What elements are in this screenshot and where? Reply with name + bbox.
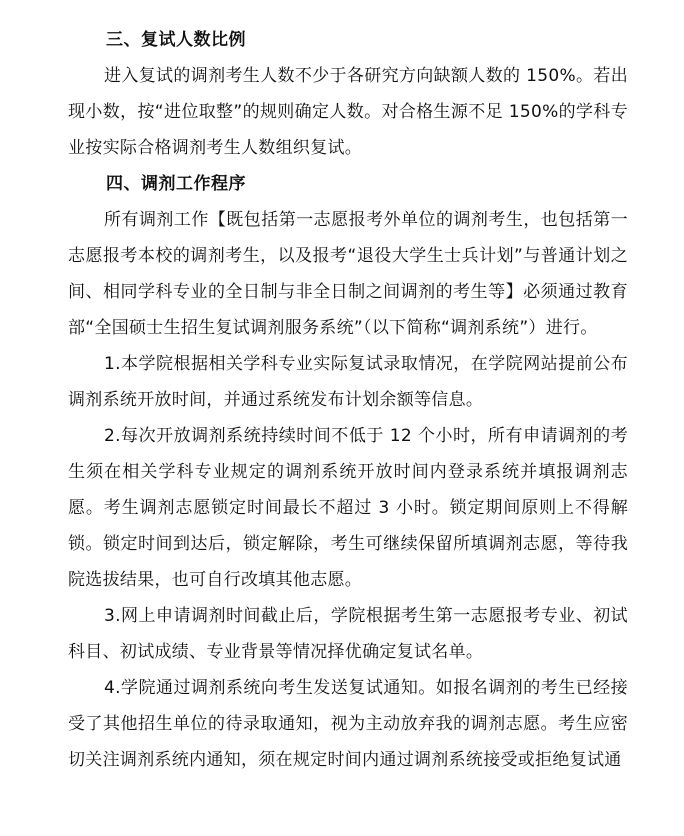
procedure-step-4: 4.学院通过调剂系统向考生发送复试通知。如报名调剂的考生已经接受了其他招生单位的待录取通知，视为主动放弃我的调剂志愿。考生应密切关注调剂系统内通知，须在规定时间内通过调剂系统接受或拒绝复试通 (68, 678, 628, 770)
document-page (68, 22, 628, 778)
procedure-step-1: 1.本学院根据相关学科专业实际复试录取情况，在学院网站提前公布调剂系统开放时间，并通过系统发布计划余额等信息。 (68, 354, 628, 410)
procedure-intro-paragraph: 所有调剂工作【既包括第一志愿报考外单位的调剂考生，也包括第一志愿报考本校的调剂考生，以及报考“退役大学生士兵计划”与普通计划之间、相同学科专业的全日制与非全日制之间调剂的考生等】必须通过教育部“全国硕士生招生复试调剂服务系统”（以下简称“调剂系统”）进行。 (68, 210, 628, 338)
procedure-step-2: 2.每次开放调剂系统持续时间不低于 12 个小时，所有申请调剂的考生须在相关学科专业规定的调剂系统开放时间内登录系统并填报调剂志愿。考生调剂志愿锁定时间最长不超过 3 小时。锁定期间原则上不得解锁。锁定时间到达后，锁定解除，考生可继续保留所填调剂志愿，等待我院选拔结果，也可自行改填其他志愿。 (68, 426, 628, 590)
section-heading-ratio: 三、复试人数比例 (106, 30, 246, 50)
ratio-paragraph: 进入复试的调剂考生人数不少于各研究方向缺额人数的 150%。若出现小数，按“进位取整”的规则确定人数。对合格生源不足 150%的学科专业按实际合格调剂考生人数组织复试。 (68, 66, 628, 158)
section-heading-procedure: 四、调剂工作程序 (106, 174, 246, 194)
procedure-step-3: 3.网上申请调剂时间截止后，学院根据考生第一志愿报考专业、初试科目、初试成绩、专业背景等情况择优确定复试名单。 (68, 606, 628, 662)
